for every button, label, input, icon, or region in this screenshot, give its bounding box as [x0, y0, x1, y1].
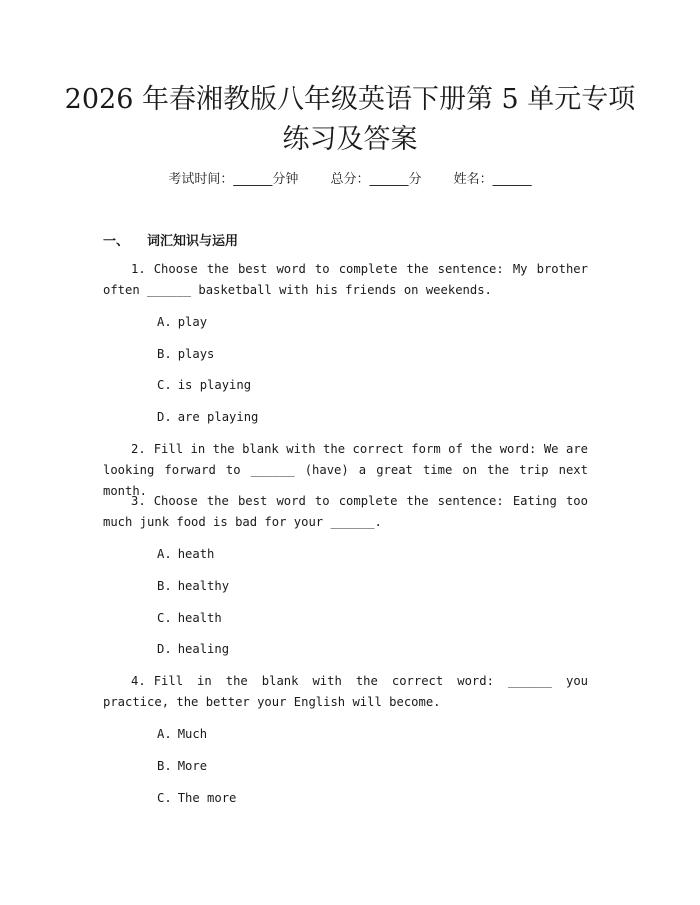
question-3 — [103, 491, 588, 533]
option-text: is playing — [177, 378, 252, 392]
question-text: Fill in the blank with the correct word: ______ you practice, the better your English will become. — [103, 674, 588, 709]
option-1a — [157, 313, 207, 331]
option-text: are playing — [177, 410, 259, 424]
option-letter: C. — [157, 791, 172, 805]
option-text: More — [177, 759, 208, 773]
option-4b — [157, 757, 207, 775]
question-text: Fill in the blank with the correct form of the word: We are looking forward to ______ (have) a great time on the trip next month. — [103, 442, 588, 498]
total-score-field: 总分：______分 — [330, 172, 422, 187]
option-text: play — [177, 315, 208, 329]
question-number: 4. — [131, 674, 146, 688]
option-1b — [157, 345, 214, 363]
option-text: health — [177, 611, 222, 625]
option-text: healing — [177, 642, 230, 656]
option-text: heath — [177, 547, 215, 561]
question-4 — [103, 671, 588, 713]
option-letter: C. — [157, 378, 172, 392]
option-3a — [157, 545, 214, 563]
option-1d — [157, 408, 258, 426]
question-text: Choose the best word to complete the sentence: My brother often ______ basketball with his friends on weekends. — [103, 262, 588, 297]
option-letter: A. — [157, 547, 172, 561]
exam-info — [0, 168, 700, 187]
option-3b — [157, 577, 229, 595]
option-text: The more — [177, 791, 237, 805]
section-title: 词汇知识与运用 — [147, 234, 239, 249]
question-number: 3. — [131, 494, 146, 508]
question-1 — [103, 259, 588, 301]
option-3c — [157, 609, 222, 627]
option-4a — [157, 725, 207, 743]
question-number: 1. — [131, 262, 146, 276]
section-heading — [103, 230, 238, 249]
option-letter: C. — [157, 611, 172, 625]
option-4c — [157, 789, 236, 807]
name-field: 姓名：______ — [453, 172, 532, 187]
option-letter: D. — [157, 410, 172, 424]
option-text: healthy — [177, 579, 230, 593]
option-text: plays — [177, 347, 215, 361]
option-letter: B. — [157, 759, 172, 773]
option-letter: B. — [157, 579, 172, 593]
option-1c — [157, 376, 251, 394]
question-number: 2. — [131, 442, 146, 456]
option-letter: A. — [157, 315, 172, 329]
exam-time-field: 考试时间：______分钟 — [168, 172, 299, 187]
option-letter: B. — [157, 347, 172, 361]
page-title: 2026 年春湘教版八年级英语下册第 5 单元专项练习及答案 — [64, 84, 636, 155]
option-3d — [157, 640, 229, 658]
section-number: 一、 — [103, 234, 130, 249]
option-letter: D. — [157, 642, 172, 656]
option-letter: A. — [157, 727, 172, 741]
question-text: Choose the best word to complete the sentence: Eating too much junk food is bad for your ______. — [103, 494, 588, 529]
option-text: Much — [177, 727, 208, 741]
